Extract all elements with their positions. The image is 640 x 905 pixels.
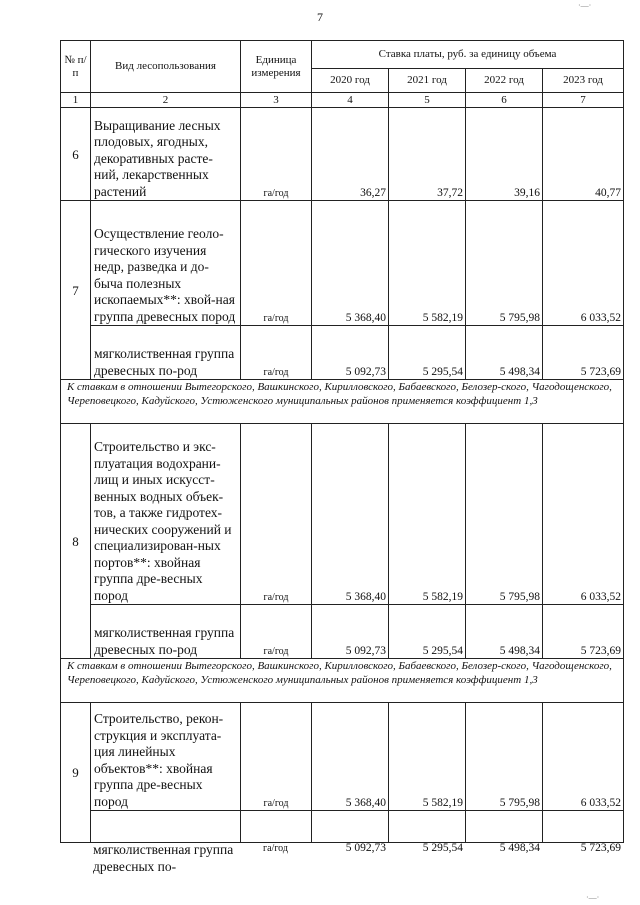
coefficient-note: К ставкам в отношении Вытегорского, Вашкинского, Кирилловского, Бабаевского, Белозер-ского, Чагодощенского, Череповецкого, Кадуйского, Устюженского муниципальных районов применяется коэффициент 1,3 xyxy=(61,659,624,703)
table-row xyxy=(61,326,624,380)
header-year: 2020 год xyxy=(312,69,389,93)
rate-value: 5 368,40 xyxy=(312,703,389,811)
row-unit: га/год xyxy=(241,326,312,380)
header-type: Вид лесопользования xyxy=(91,41,241,93)
header-unit: Единица измерения xyxy=(241,41,312,93)
row-unit: га/год xyxy=(241,108,312,201)
rate-value: 5 795,98 xyxy=(466,703,543,811)
rate-value: 5 723,69 xyxy=(580,842,621,854)
coefficient-note: К ставкам в отношении Вытегорского, Вашкинского, Кирилловского, Бабаевского, Белозер-ского, Чагодощенского, Череповецкого, Кадуйского, Устюженского муниципальных районов применяется коэффициент 1,3 xyxy=(61,380,624,424)
rates-table xyxy=(60,40,624,843)
column-number: 5 xyxy=(389,93,466,108)
table-row-empty xyxy=(61,811,624,843)
column-number: 7 xyxy=(543,93,624,108)
rate-value: 5 498,34 xyxy=(466,605,543,659)
row-number: 7 xyxy=(61,201,91,380)
rate-value: 40,77 xyxy=(543,108,624,201)
page-number: 7 xyxy=(317,10,323,24)
rate-value: 5 295,54 xyxy=(422,842,463,854)
row-description: Осуществление геоло-гического изучения недр, разведка и до-быча полезных ископаемых**: хвой-ная группа древесных пород xyxy=(91,201,241,326)
header-year: 2022 год xyxy=(466,69,543,93)
row-description: мягколиственная группа древесных по-род xyxy=(91,605,241,659)
row-number: 6 xyxy=(61,108,91,201)
row-description: мягколиственная группа древесных по- xyxy=(93,842,234,874)
rate-value: 5 498,34 xyxy=(466,326,543,380)
rate-value: 5 723,69 xyxy=(543,605,624,659)
row-description: Строительство и экс-плуатация водохрани-лищ и иных искусст-венных водных объек-тов, а также гидротех-нических сооружений и специализирован-ных портов**: хвойная группа дре-весных пород xyxy=(91,424,241,605)
table-row xyxy=(61,108,624,201)
header-number: № п/п xyxy=(61,41,91,93)
rate-value: 5 092,73 xyxy=(345,842,386,854)
column-number: 4 xyxy=(312,93,389,108)
rate-value: 5 582,19 xyxy=(389,201,466,326)
row-unit: га/год xyxy=(241,605,312,659)
table-row xyxy=(61,605,624,659)
row-description: Выращивание лесных плодовых, ягодных, декоративных расте-ний, лекарственных растений xyxy=(91,108,241,201)
rate-value: 5 368,40 xyxy=(312,424,389,605)
rate-value: 5 723,69 xyxy=(543,326,624,380)
row-unit: га/год xyxy=(241,201,312,326)
row-description: мягколиственная группа древесных по-род xyxy=(91,326,241,380)
header-year: 2021 год xyxy=(389,69,466,93)
rate-value: 37,72 xyxy=(389,108,466,201)
rate-value: 5 582,19 xyxy=(389,703,466,811)
table-row xyxy=(61,703,624,811)
continuation-row xyxy=(60,842,623,875)
rate-value: 6 033,52 xyxy=(543,201,624,326)
row-unit: га/год xyxy=(241,424,312,605)
row-number: 8 xyxy=(61,424,91,659)
row-number: 9 xyxy=(61,703,91,843)
header-rate: Ставка платы, руб. за единицу объема xyxy=(312,41,624,69)
row-unit: га/год xyxy=(241,703,312,811)
rate-value: 36,27 xyxy=(312,108,389,201)
rate-value: 5 092,73 xyxy=(312,605,389,659)
row-unit: га/год xyxy=(263,843,288,854)
column-number: 3 xyxy=(241,93,312,108)
scan-mark: ·—· xyxy=(586,893,600,902)
column-number: 2 xyxy=(91,93,241,108)
rate-value: 5 795,98 xyxy=(466,424,543,605)
rate-value: 5 582,19 xyxy=(389,424,466,605)
rate-value: 39,16 xyxy=(466,108,543,201)
table-row xyxy=(61,201,624,326)
rate-value: 5 092,73 xyxy=(312,326,389,380)
rate-value: 5 368,40 xyxy=(312,201,389,326)
scan-mark: ·—· xyxy=(578,1,592,10)
rate-value: 5 498,34 xyxy=(499,842,540,854)
rate-value: 5 295,54 xyxy=(389,605,466,659)
rate-value: 6 033,52 xyxy=(543,703,624,811)
rate-value: 5 795,98 xyxy=(466,201,543,326)
row-description: Строительство, рекон-струкция и эксплуата-ция линейных объектов**: хвойная группа дре-весных пород xyxy=(91,703,241,811)
column-number: 1 xyxy=(61,93,91,108)
header-year: 2023 год xyxy=(543,69,624,93)
rate-value: 5 295,54 xyxy=(389,326,466,380)
table-row xyxy=(61,424,624,605)
column-number: 6 xyxy=(466,93,543,108)
rate-value: 6 033,52 xyxy=(543,424,624,605)
